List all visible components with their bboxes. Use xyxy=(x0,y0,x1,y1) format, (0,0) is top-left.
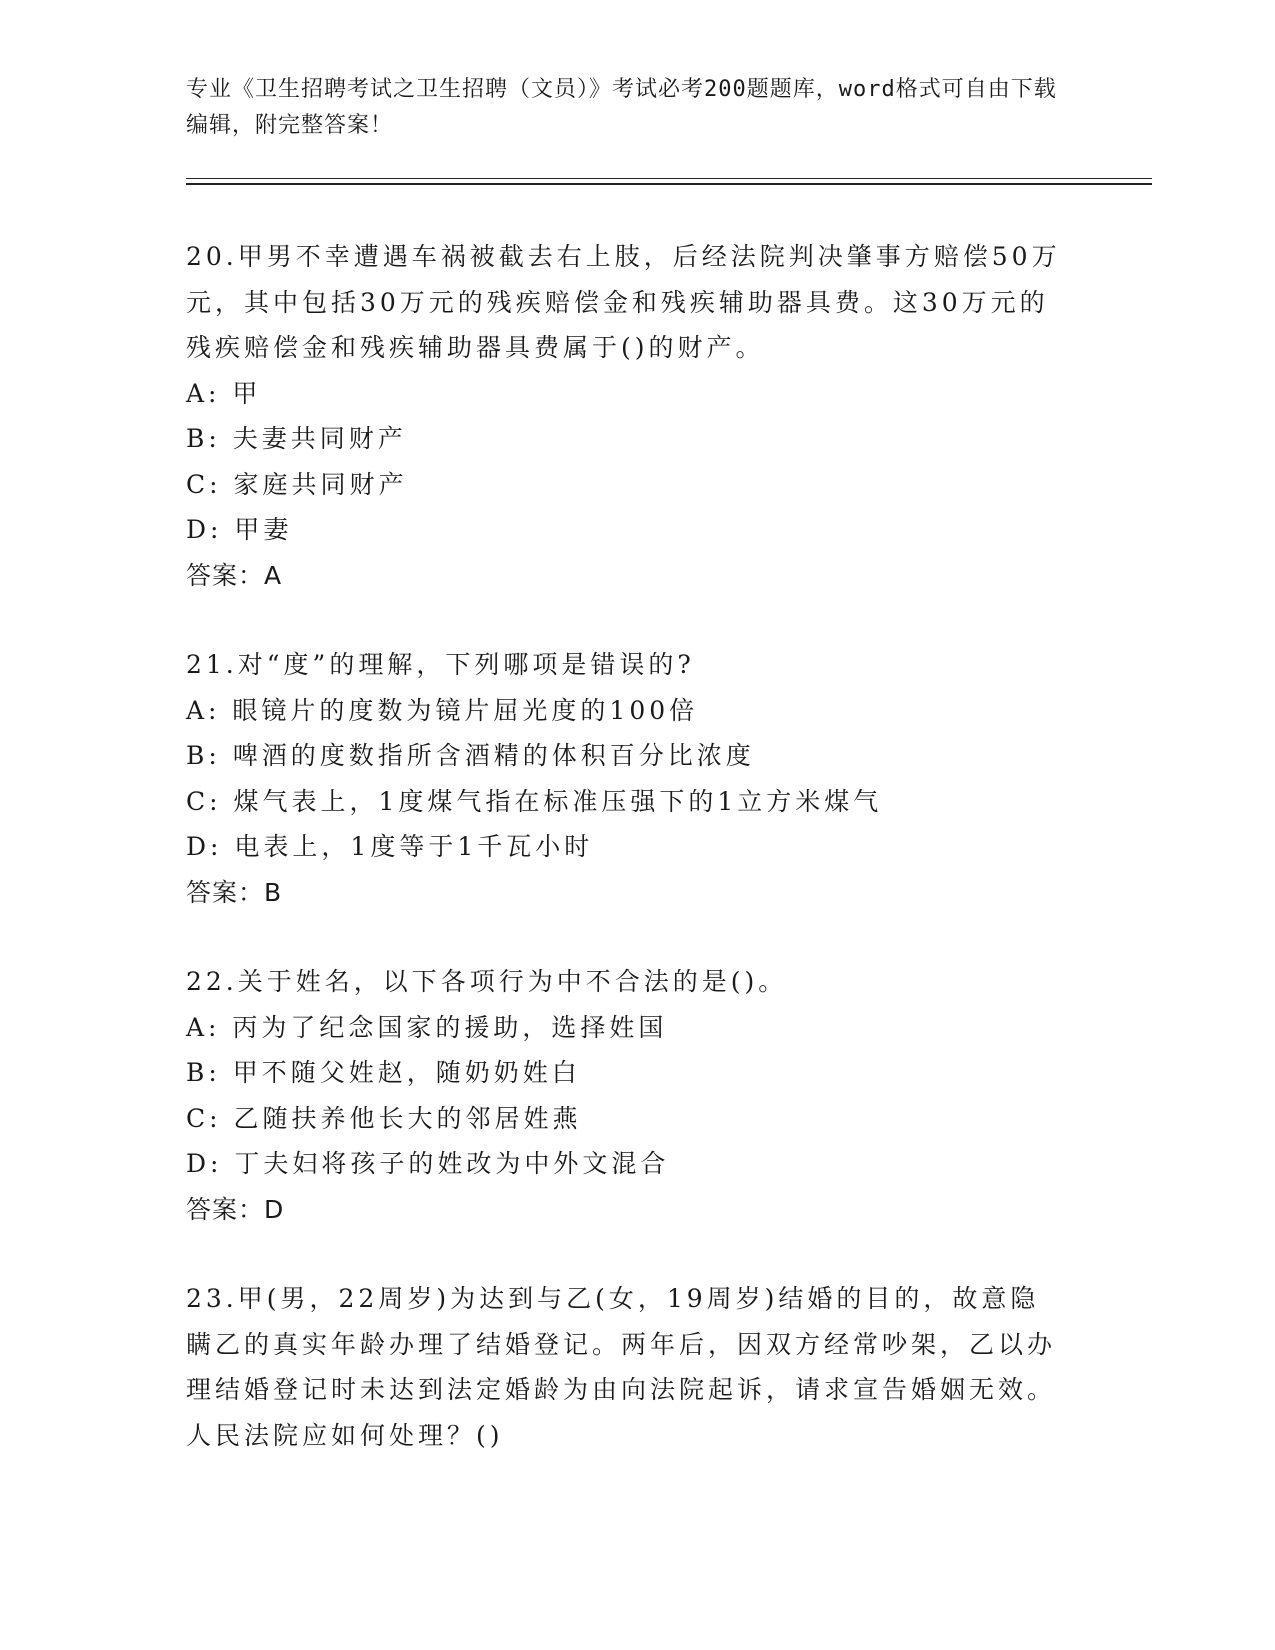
question-20 xyxy=(186,234,1066,598)
option-b: B: 夫妻共同财产 xyxy=(186,424,407,453)
question-text: 21.对“度”的理解，下列哪项是错误的? xyxy=(186,650,695,679)
question-23 xyxy=(186,1276,1066,1458)
question-21 xyxy=(186,642,1066,915)
option-b: B: 甲不随父姓赵，随奶奶姓白 xyxy=(186,1058,581,1087)
option-c: C: 煤气表上，1度煤气指在标准压强下的1立方米煤气 xyxy=(186,786,883,816)
option-b: B: 啤酒的度数指所含酒精的体积百分比浓度 xyxy=(186,741,755,770)
header-rule-top xyxy=(186,178,1152,179)
option-a: A: 眼镜片的度数为镜片屈光度的100倍 xyxy=(186,695,699,725)
question-text: 22.关于姓名，以下各项行为中不合法的是()。 xyxy=(186,967,788,996)
option-a: A: 丙为了纪念国家的援助，选择姓国 xyxy=(186,1012,668,1042)
option-d: D: 电表上，1度等于1千瓦小时 xyxy=(186,832,594,861)
question-22 xyxy=(186,959,1066,1232)
header-rule-bottom xyxy=(186,183,1152,185)
option-c: C: 乙随扶养他长大的邻居姓燕 xyxy=(186,1103,582,1133)
document-intro: 专业《卫生招聘考试之卫生招聘（文员）》考试必考200题题库，word格式可自由下载编辑，附完整答案！ xyxy=(186,77,1057,138)
option-d: D: 丁夫妇将孩子的姓改为中外文混合 xyxy=(186,1149,670,1178)
answer-line: 答案：D xyxy=(186,1194,285,1224)
question-list xyxy=(186,234,1066,1502)
option-c: C: 家庭共同财产 xyxy=(186,469,408,499)
answer-line: 答案：A xyxy=(186,560,283,590)
option-d: D: 甲妻 xyxy=(186,515,293,544)
question-text: 20.甲男不幸遭遇车祸被截去右上肢，后经法院判决肇事方赔偿50万元，其中包括30万元的残疾赔偿金和残疾辅助器具费。这30万元的残疾赔偿金和残疾辅助器具费属于()的财产。 xyxy=(186,242,1061,362)
answer-line: 答案：B xyxy=(186,877,283,907)
question-text: 23.甲(男，22周岁)为达到与乙(女，19周岁)结婚的目的，故意隐瞒乙的真实年龄办理了结婚登记。两年后，因双方经常吵架，乙以办理结婚登记时未达到法定婚龄为由向法院起诉，请求宣告婚姻无效。人民法院应如何处理？() xyxy=(186,1284,1057,1450)
option-a: A: 甲 xyxy=(186,378,262,408)
